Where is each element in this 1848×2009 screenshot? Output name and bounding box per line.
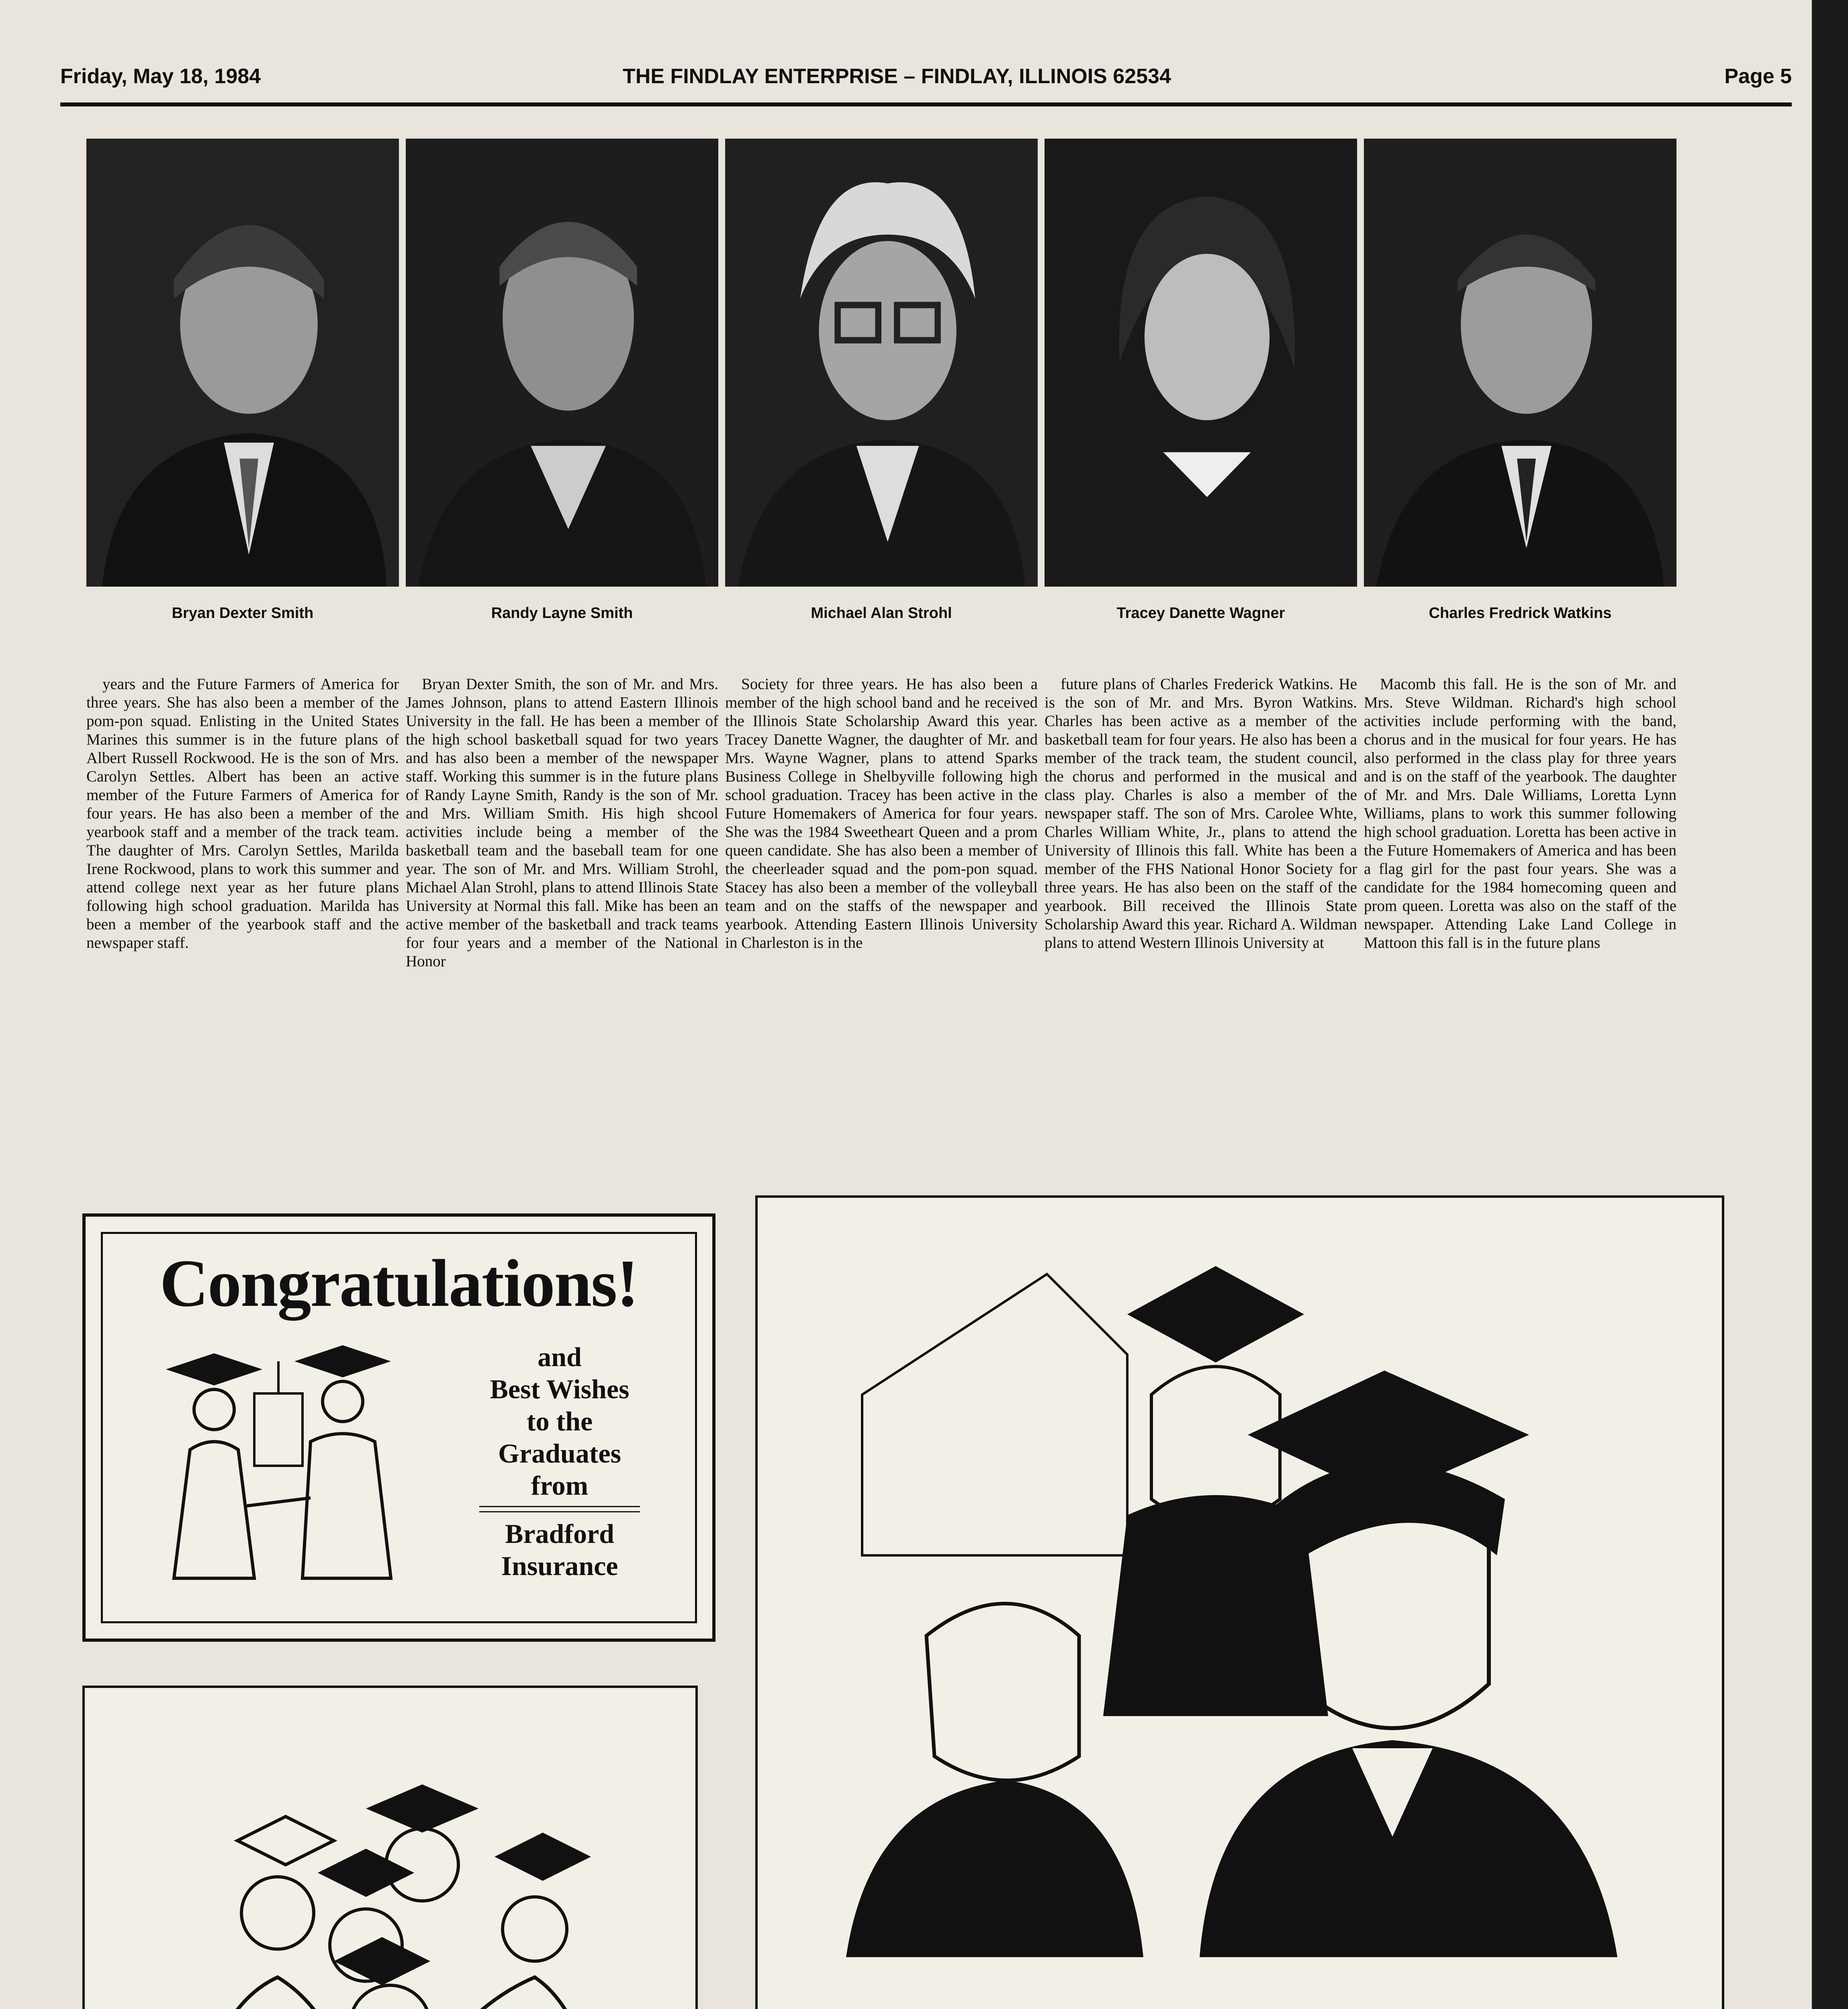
- portrait-caption: Michael Alan Strohl: [811, 605, 952, 622]
- portrait-caption: Charles Fredrick Watkins: [1429, 605, 1612, 622]
- divider: [479, 1506, 640, 1512]
- ad-text: to the: [526, 1406, 593, 1436]
- graduates-illustration-icon: [846, 1234, 1633, 1957]
- portrait-photo: [86, 139, 399, 587]
- portrait-photo: [1045, 139, 1357, 587]
- masthead: THE FINDLAY ENTERPRISE – FINDLAY, ILLINOIS 62534: [623, 65, 1171, 88]
- village-of-findlay-ad: [755, 1195, 1724, 2009]
- page-header: [60, 56, 1792, 104]
- issue-date: Friday, May 18, 1984: [60, 65, 261, 88]
- scan-edge: [1812, 0, 1848, 2009]
- article-column: [725, 675, 1038, 1181]
- ad-company-name: Bradford: [505, 1518, 614, 1549]
- ad-text: Graduates: [498, 1438, 621, 1469]
- article-column: [1045, 675, 1357, 1181]
- article-text: Macomb this fall. He is the son of Mr. and Mrs. Steve Wildman. Richard's high school activities include performing with the band, chorus and in the musical for four years. He has also performed in the class play for three years and is on the staff of the yearbook. The daughter of Mr. and Mrs. Dale Williams, Loretta Lynn Williams, plans to work this summer following high school graduation. Loretta has been active in the Future Homemakers of America and has been a flag girl for the past four years. She was a candidate for the 1984 homecoming queen and prom queen. Loretta was also on the staff of the newspaper. Attending Lake Land College in Mattoon this fall is in the future plans: [1364, 675, 1676, 951]
- portrait-photo: [1364, 139, 1676, 587]
- article-text: Bryan Dexter Smith, the son of Mr. and Mrs. James Johnson, plans to attend Eastern Illinois University in the fall. He has been a member of the high school basketball squad for two years and has also been a member of the newspaper staff. Working this summer is in the future plans of Randy Layne Smith, Randy is the son of Mr. and Mrs. William Smith. His high shcool activities include being a member of the basketball team and the baseball team for one year. The son of Mr. and Mrs. William Strohl, Michael Alan Strohl, plans to attend Illinois State University at Normal this fall. Mike has been an active member of the basketball and track teams for four years and a member of the National Honor: [406, 675, 718, 970]
- portrait-caption: Bryan Dexter Smith: [172, 605, 314, 622]
- graduates-illustration-icon: [134, 1337, 423, 1602]
- portrait-caption: Randy Layne Smith: [491, 605, 633, 622]
- portrait-caption: Tracey Danette Wagner: [1116, 605, 1285, 622]
- article-column: [1364, 675, 1676, 1181]
- article-column: [406, 675, 718, 1181]
- header-rule: [60, 102, 1792, 106]
- ad-text: and: [538, 1342, 582, 1372]
- ad-text: Best Wishes: [490, 1374, 630, 1404]
- article-text: future plans of Charles Frederick Watkins. He is the son of Mr. and Mrs. Byron Watkins. Charles has been active as a member of the basketball team for four years. He also has been a member of the track team, the student council, the chorus and performed in the musical and class play. Charles is also a member of the newspaper staff. The son of Mrs. Carolee Whte, Charles William White, Jr., plans to attend the University of Illinois this fall. White has been a member of the FHS National Honor Society for three years. He has also been on the staff of the yearbook. Bill received the Illinois State Scholarship Award this year. Richard A. Wildman plans to attend Western Illinois University at: [1045, 675, 1357, 951]
- ad-text: from: [531, 1470, 589, 1501]
- page-number: Page 5: [1724, 65, 1792, 88]
- portrait-photo: [725, 139, 1038, 587]
- livergood-grain-ad: [82, 1686, 698, 2009]
- bradford-insurance-ad: [82, 1213, 715, 1642]
- ad-headline: Congratulations!: [159, 1246, 638, 1321]
- portrait-photo: [406, 139, 718, 587]
- article-text: Society for three years. He has also been a member of the high school band and he received the Illinois State Scholarship Award this year. Tracey Danette Wagner, the daughter of Mr. and Mrs. Wayne Wagner, plans to attend Sparks Business College in Shelbyville following high school graduation. Tracey has been active in the Future Homemakers of America for four years. She was the 1984 Sweetheart Queen and a prom queen candidate. She has also been a member of the cheerleader squad and the pom-pon squad. Stacey has also been a member of the volleyball team and on the staffs of the newspaper and yearbook. Attending Eastern Illinois University in Charleston is in the: [725, 675, 1038, 951]
- article-text: years and the Future Farmers of America for three years. She has also been a member of the pom-pon squad. Enlisting in the United States Marines this summer is in the future plans of Albert Russell Rockwood. He is the son of Mrs. Carolyn Settles. Albert has been an active member of the Future Farmers of America for four years. He has also been a member of the yearbook staff and a member of the track team. The daughter of Mrs. Carolyn Settles, Marilda Irene Rockwood, plans to work this summer and attend college next year as her future plans following high school graduation. Marilda has been a member of the yearbook staff and the newspaper staff.: [86, 675, 399, 951]
- ad-company-name: Insurance: [501, 1551, 618, 1581]
- graduates-group-illustration-icon: [157, 1736, 623, 2009]
- article-column: [86, 675, 399, 1181]
